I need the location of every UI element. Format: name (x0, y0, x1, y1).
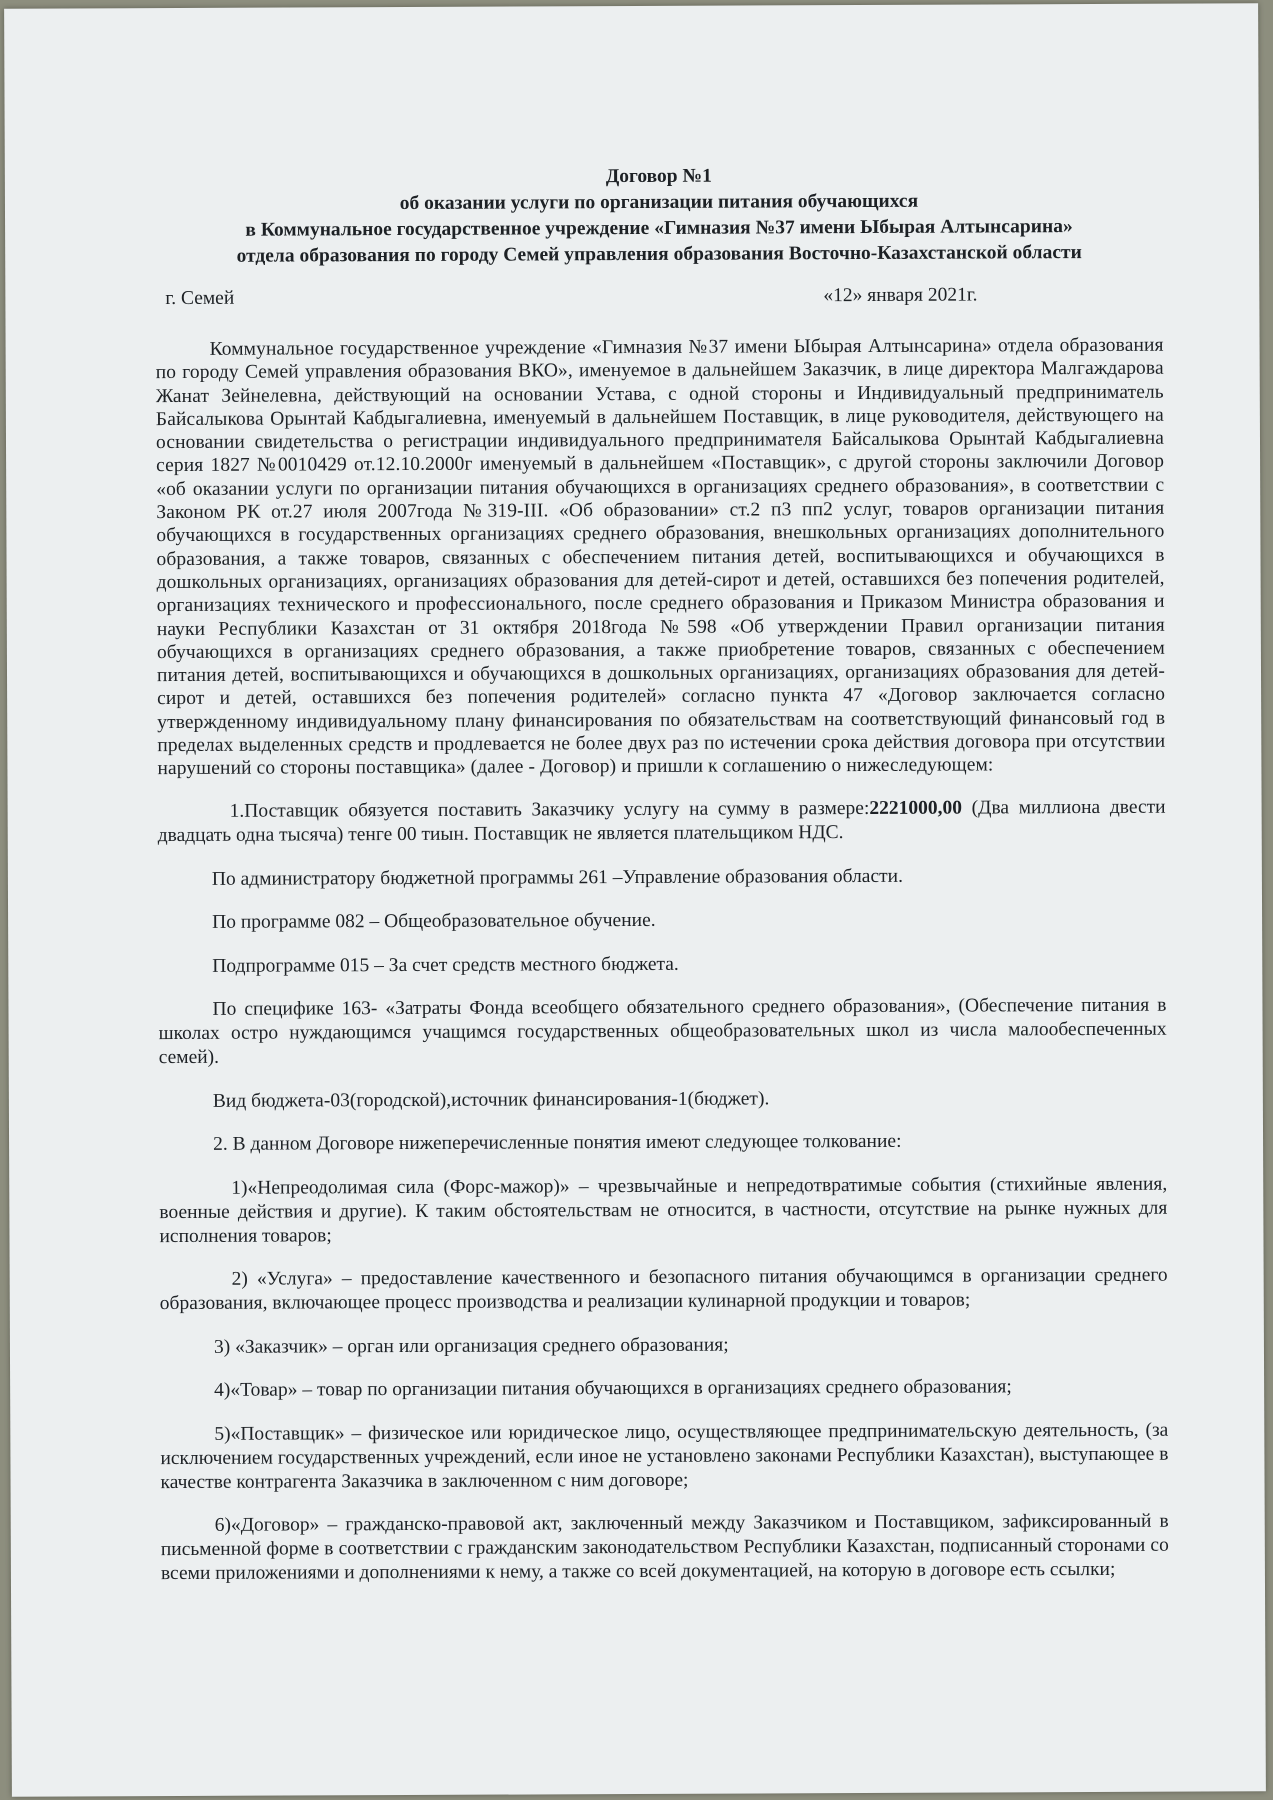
definition-4: 4)«Товар» – товар по организации питания обучающихся в организациях среднего образования; (214, 1376, 1012, 1401)
budget-specific: По специфике 163- «Затраты Фонда всеобщего обязательного среднего образования», (Обеспечение питания в школах остро нуждающимся учащимся государственных общеобразовательных школ из числа малообеспеченных семей). (158, 994, 1167, 1069)
clause-2: 2. В данном Договоре нижеперечисленные понятия имеют следующее толкование: (213, 1130, 902, 1155)
clause-1-suffix: (Два миллиона двести двадцать одна тысяча) тенге 00 тиын. Поставщик не является плательщиком НДС. (157, 796, 1166, 847)
budget-type: Вид бюджета-03(городской),источник финансирования-1(бюджет). (212, 1088, 770, 1112)
definition-1: 1)«Непреодолимая сила (Форс-мажор)» – чрезвычайные и непредотвратимые события (стихийные явления, военные действия и другие). К таким обстоятельствам не относится, в частности, отсутствие на рынке нужных для исполнения товаров; (159, 1173, 1168, 1247)
clause-1-prefix: 1.Поставщик обязуется поставить Заказчику услугу на сумму в размере: (229, 798, 870, 822)
place-date-row (155, 284, 1163, 318)
title-line-3: в Коммунальное государственное учреждение «Гимназия №37 имени Ыбырая Алтынсарина» (245, 216, 1073, 241)
intro-paragraph: Коммунальное государственное учреждение «Гимназия №37 имени Ыбырая Алтынсарина» отдела образования по городу Семей управления образования ВКО», именуемое в дальнейшем Заказчик, в лице директора Малгаждарова Жанат Зейнелевна, действующий на основании Устава, с одной стороны и Индивидуальный предприниматель Байсалыкова Орынтай Кабдыгалиевна, именуемый в дальнейшем Поставщик, в лице руководителя, действующего на основании свидетельства о регистрации индивидуального предпринимателя Байсалыкова Орынтай Кабдыгалиевна серия 1827 №0010429 от.12.10.2000г именуемый в дальнейшем «Поставщик», с другой стороны заключили Договор «об оказании услуги по организации питания обучающихся в организациях среднего образования», в соответствии с Законом РК от.27 июля 2007года №319-III. «Об образовании» ст.2 п3 пп2 услуг, товаров организации питания обучающихся в государственных организациях среднего образования, внешкольных организациях дополнительного образования, а также товаров, связанных с обеспечением питания детей, воспитывающихся и обучающихся в дошкольных организациях, организациях образования для детей-сирот и детей, оставшихся без попечения родителей, организациях технического и профессионального, после среднего образования и Приказом Министра образования и науки Республики Казахстан от 31 октября 2018года №598 «Об утверждении Правил организации питания обучающихся в организациях среднего образования, а также приобретение товаров, связанных с обеспечением питания детей, воспитывающихся и обучающихся в дошкольных организациях, организациях образования для детей-сирот и детей, оставшихся без попечения родителей» согласно пункта 47 «Договор заключается согласно утвержденному индивидуальному плану финансирования по обязательствам на соответствующий финансовый год в пределах выделенных средств и продлевается не более двух раз по истечении срока действия договора при отсутствии нарушений со стороны поставщика» (далее - Договор) и пришли к соглашению о нижеследующем: (155, 334, 1166, 780)
definition-2: 2) «Услуга» – предоставление качественного и безопасного питания обучающимся в организации среднего образования, включающее процесс производства и реализации кулинарной продукции и товаров; (159, 1264, 1168, 1315)
document-title (155, 162, 1163, 270)
document-page (4, 3, 1266, 1796)
definition-3: 3) «Заказчик» – орган или организация среднего образования; (213, 1334, 729, 1358)
document-content (155, 162, 1169, 1606)
budget-subprogram: Подпрограмме 015 – За счет средств местного бюджета. (212, 953, 679, 977)
title-line-4: отдела образования по городу Семей управления образования Восточно-Казахстанской области (236, 242, 1082, 267)
contract-date: «12» января 2021г. (823, 284, 978, 307)
contract-place: г. Семей (165, 287, 235, 310)
title-line-1: Договор №1 (605, 165, 712, 188)
budget-program: По программе 082 – Общеобразовательное обучение. (212, 910, 656, 933)
definition-6: 6)«Договор» – гражданско-правовой акт, заключенный между Заказчиком и Поставщиком, зафиксированный в письменной форме в соответствии с гражданским законодательством Республики Казахстан, подписанный сторонами со всеми приложениями и дополнениями к нему, а также со всей документацией, на которую в договоре есть ссылки; (160, 1510, 1169, 1585)
budget-administrator: По администратору бюджетной программы 261 –Управление образования области. (211, 865, 903, 890)
definition-5: 5)«Поставщик» – физическое или юридическое лицо, осуществляющее предпринимательскую деятельность, (за исключением государственных учреждений, если иное не установлено законами Республики Казахстан), выступающее в качестве контрагента Заказчика в заключенном с ним договоре; (160, 1419, 1169, 1493)
contract-sum: 2221000,00 (869, 797, 963, 820)
clause-1 (158, 796, 1166, 848)
title-line-2: об оказании услуги по организации питания обучающихся (399, 190, 919, 215)
